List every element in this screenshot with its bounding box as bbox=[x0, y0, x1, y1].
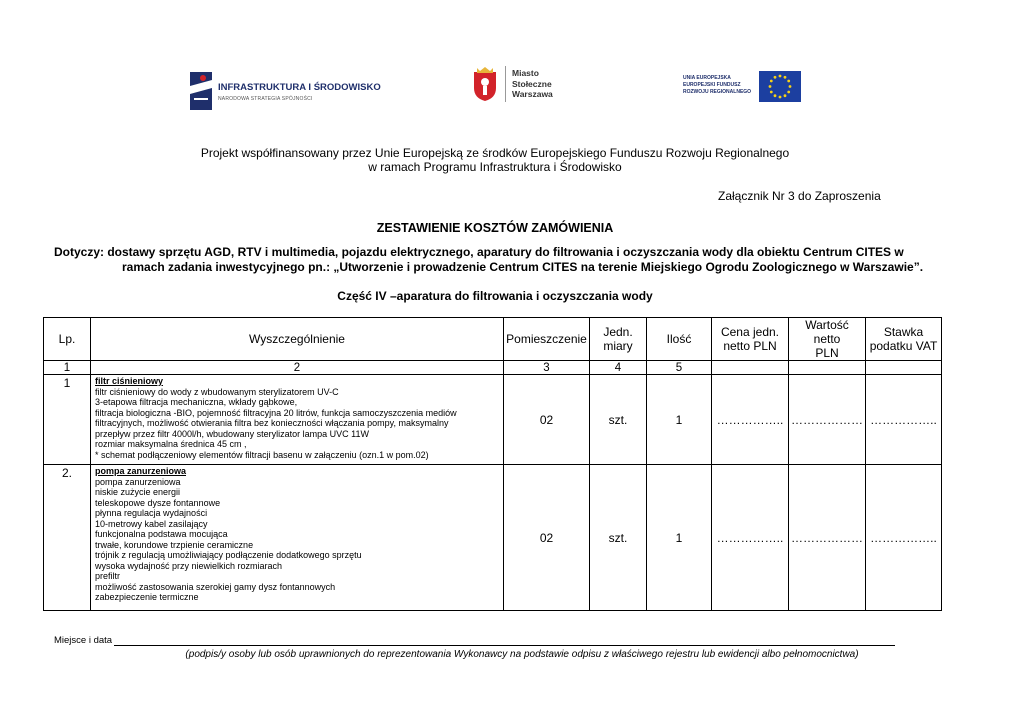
header-unit-price bbox=[712, 318, 789, 361]
row-description bbox=[91, 375, 504, 465]
header-unit bbox=[590, 318, 647, 361]
item-description-line: filtracja biologiczna -BIO, pojemność filtracyjna 20 litrów, funkcja samoczyszczenia mediów bbox=[95, 407, 457, 418]
eu-logo-line2: EUROPEJSKI FUNDUSZ bbox=[683, 82, 741, 88]
eu-logo-line3: ROZWOJU REGIONALNEGO bbox=[683, 89, 752, 95]
item-description-line: pompa zanurzeniowa bbox=[95, 476, 181, 487]
column-number-empty bbox=[712, 361, 789, 375]
header-price-line2: netto PLN bbox=[723, 339, 777, 353]
warsaw-logo-line3: Warszawa bbox=[512, 89, 553, 99]
item-description-line: * schemat podłączeniowy elementów filtracji basenu w załączeniu (ozn.1 w pom.02) bbox=[95, 449, 429, 460]
table-row bbox=[44, 375, 942, 465]
header-vat-line2: podatku VAT bbox=[869, 339, 938, 353]
row-room: 02 bbox=[504, 465, 590, 611]
cofinancing-line1: Projekt współfinansowany przez Unie Europejską ze środków Europejskiego Funduszu Rozwoju Regionalnego bbox=[200, 146, 790, 160]
header-vat-rate bbox=[866, 318, 942, 361]
item-title: filtr ciśnieniowy bbox=[95, 376, 164, 386]
column-number: 3 bbox=[504, 361, 590, 375]
eu-logo-text bbox=[683, 75, 751, 96]
row-room: 02 bbox=[504, 375, 590, 465]
place-date-field bbox=[54, 635, 895, 646]
regarding-line2: ramach zadania inwestycyjnego pn.: „Utworzenie i prowadzenie Centrum CITES na terenie Miejskiego Ogrodu Zoologicznego w Warszawie”. bbox=[122, 260, 924, 274]
table-row bbox=[44, 465, 942, 611]
item-description-line: teleskopowe dysze fontannowe bbox=[95, 497, 221, 508]
place-date-label: Miejsce i data bbox=[54, 635, 113, 646]
header-vat-line1: Stawka bbox=[883, 325, 924, 339]
row-unit: szt. bbox=[590, 375, 647, 465]
warsaw-logo-line2: Stołeczne bbox=[512, 78, 552, 89]
row-quantity: 1 bbox=[647, 375, 712, 465]
row-vat-rate: …………….. bbox=[866, 465, 942, 611]
warsaw-logo bbox=[472, 66, 582, 106]
infrastructure-emblem-icon bbox=[190, 72, 212, 110]
column-number-row bbox=[44, 361, 942, 375]
item-description-line: filtracyjnych, możliwość otwierania filtra bez konieczności włączania pompy, maksymalny bbox=[95, 418, 449, 428]
eu-logo bbox=[683, 70, 803, 104]
header-unit-line2: miary bbox=[603, 339, 633, 353]
item-description-line: wysoka wydajność przy niewielkich rozmiarach bbox=[95, 560, 283, 571]
row-net-value: ……………… bbox=[789, 465, 866, 611]
row-vat-rate: …………….. bbox=[866, 375, 942, 465]
column-number: 4 bbox=[590, 361, 647, 375]
item-description-line: płynna regulacja wydajności bbox=[95, 508, 208, 518]
warsaw-crest-icon bbox=[472, 66, 498, 102]
regarding-text bbox=[54, 245, 940, 275]
item-description-line: 10-metrowy kabel zasilający bbox=[95, 518, 208, 529]
item-description-line: trójnik z regulacją umożliwiający podłączenie dodatkowego sprzętu bbox=[95, 550, 362, 560]
attachment-label: Załącznik Nr 3 do Zaproszenia bbox=[718, 189, 881, 203]
header-room: Pomieszczenie bbox=[504, 318, 590, 361]
column-number: 1 bbox=[44, 361, 91, 375]
header-price-line1: Cena jedn. bbox=[720, 325, 780, 339]
document-title: ZESTAWIENIE KOSZTÓW ZAMÓWIENIA bbox=[376, 221, 614, 235]
item-description-line: trwałe, korundowe trzpienie ceramiczne bbox=[95, 539, 254, 550]
row-unit: szt. bbox=[590, 465, 647, 611]
header-quantity: Ilość bbox=[647, 318, 712, 361]
part-title: Część IV –aparatura do filtrowania i oczyszczania wody bbox=[337, 289, 653, 303]
item-description-line: niskie zużycie energii bbox=[95, 487, 181, 497]
header-unit-line1: Jedn. bbox=[603, 325, 633, 339]
row-unit-price: …………….. bbox=[712, 465, 789, 611]
column-number: 2 bbox=[91, 361, 504, 375]
header-lp: Lp. bbox=[44, 318, 91, 361]
row-description bbox=[91, 465, 504, 611]
table-header-row bbox=[44, 318, 942, 361]
row-lp: 2. bbox=[44, 465, 91, 611]
infrastructure-logo-subtitle: NARODOWA STRATEGIA SPÓJNOŚCI bbox=[218, 96, 313, 102]
eu-logo-line1: UNIA EUROPEJSKA bbox=[683, 75, 731, 81]
place-date-line bbox=[114, 636, 895, 646]
infrastructure-logo-title: INFRASTRUKTURA I ŚRODOWISKO bbox=[218, 82, 381, 93]
row-unit-price: …………….. bbox=[712, 375, 789, 465]
item-description-line: możliwość zastosowania szerokiej gamy dysz fontannowych bbox=[95, 581, 336, 592]
header-net-value bbox=[789, 318, 866, 361]
column-number-empty bbox=[866, 361, 942, 375]
item-description-line: filtr ciśnieniowy do wody z wbudowanym sterylizatorem UV-C bbox=[95, 386, 339, 397]
row-quantity: 1 bbox=[647, 465, 712, 611]
signature-caption: (podpis/y osoby lub osób uprawnionych do reprezentowania Wykonawcy na podstawie odpisu z właściwego rejestru lub ewidencji albo pełnomocnictwa) bbox=[185, 649, 859, 660]
warsaw-logo-line1: Miasto bbox=[512, 68, 539, 78]
header-value-line1: Wartość netto bbox=[805, 318, 849, 346]
infrastructure-logo bbox=[190, 72, 380, 112]
item-description-line: prefiltr bbox=[95, 571, 121, 581]
cost-table bbox=[43, 317, 942, 611]
item-description-line: rozmiar maksymalna średnica 45 cm , bbox=[95, 439, 247, 449]
warsaw-logo-text bbox=[512, 68, 553, 100]
item-description-line: zabezpieczenie termiczne bbox=[95, 592, 199, 602]
item-title: pompa zanurzeniowa bbox=[95, 466, 187, 476]
regarding-line1: Dotyczy: dostawy sprzętu AGD, RTV i multimedia, pojazdu elektrycznego, aparatury do filtrowania i oczyszczania wody dla obiektu Centrum CITES w bbox=[54, 245, 904, 259]
header-value-line2: PLN bbox=[815, 346, 839, 360]
column-number-empty bbox=[789, 361, 866, 375]
eu-flag-icon bbox=[759, 71, 801, 102]
row-lp: 1 bbox=[44, 375, 91, 465]
item-description-line: 3-etapowa filtracja mechaniczna, wkłady gąbkowe, bbox=[95, 397, 298, 407]
item-description-line: funkcjonalna podstawa mocująca bbox=[95, 529, 228, 539]
cofinancing-line2: w ramach Programu Infrastruktura i Środowisko bbox=[368, 160, 622, 174]
warsaw-logo-divider bbox=[505, 66, 506, 102]
header-description: Wyszczególnienie bbox=[91, 318, 504, 361]
row-net-value: ……………… bbox=[789, 375, 866, 465]
item-description-line: przepływ przez filtr 4000l/h, wbudowany sterylizator lampa UVC 11W bbox=[95, 428, 369, 439]
column-number: 5 bbox=[647, 361, 712, 375]
